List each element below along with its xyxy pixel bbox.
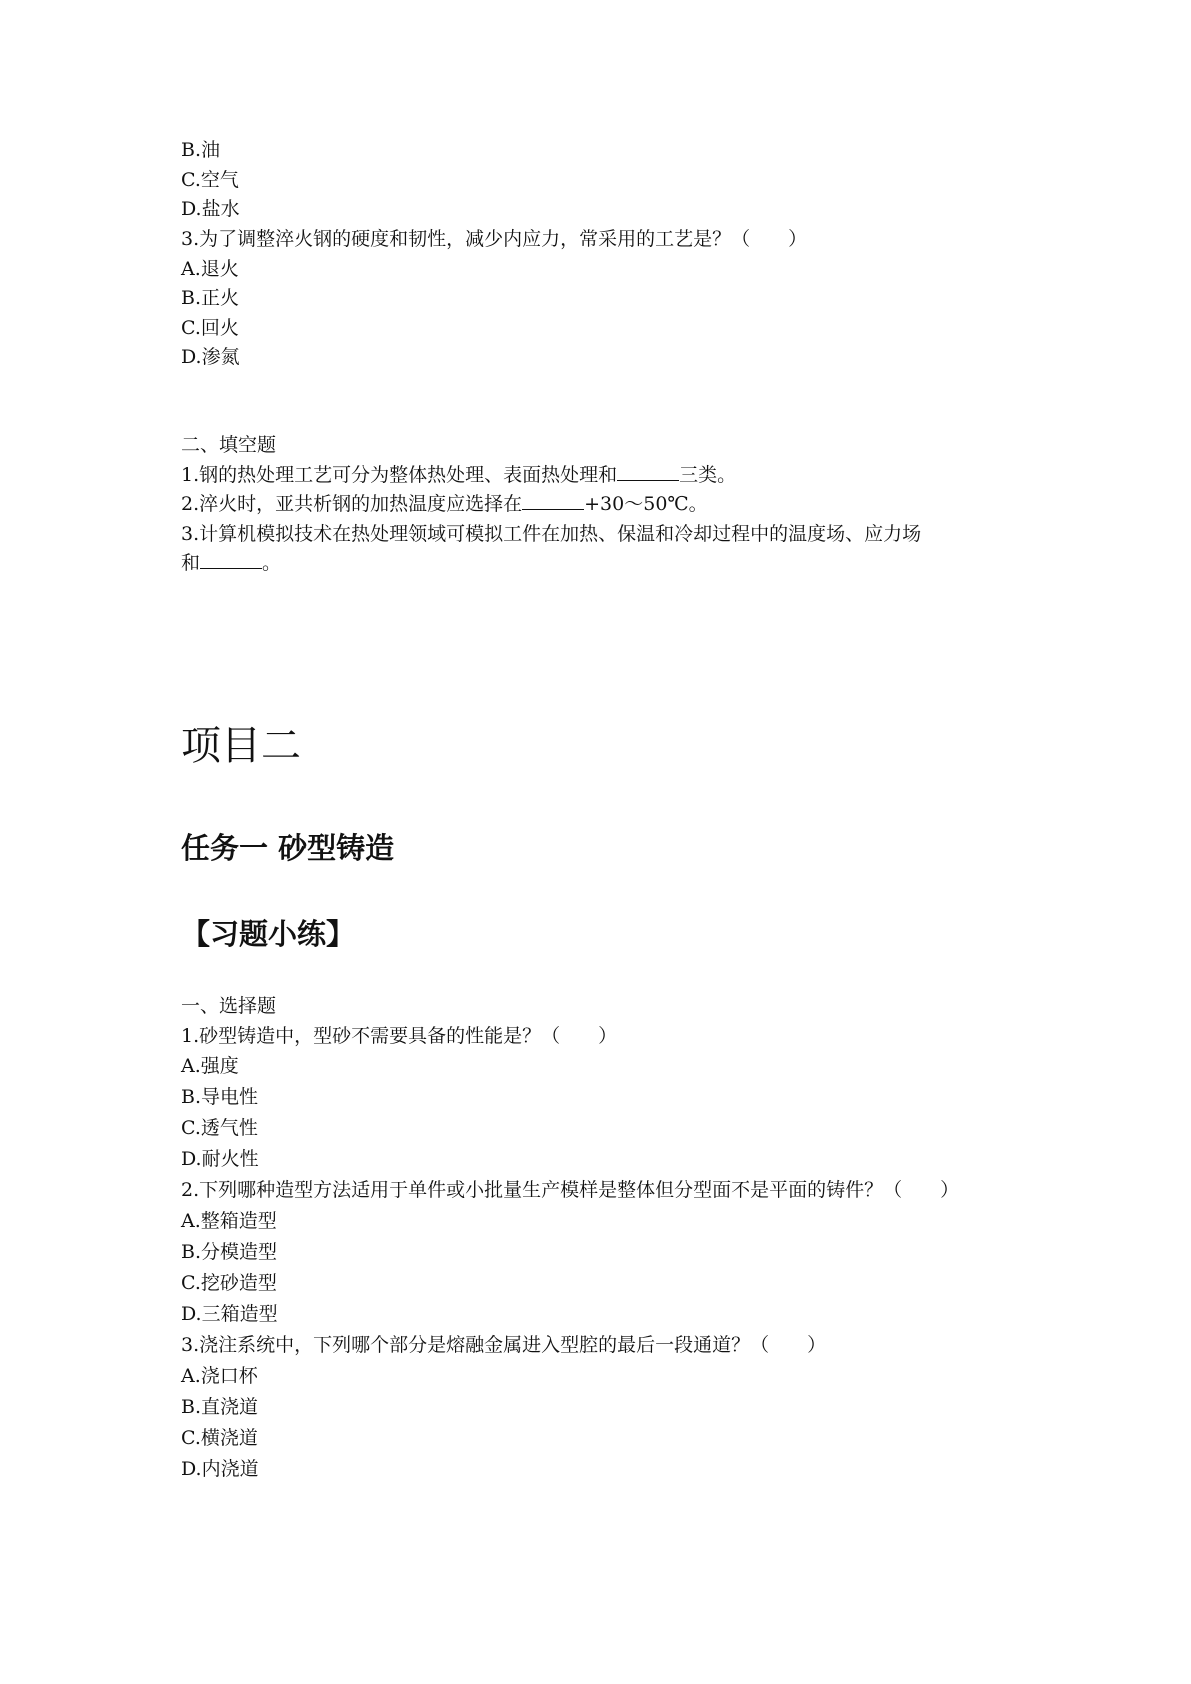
- question-text: 3.浇注系统中，下列哪个部分是熔融金属进入型腔的最后一段通道？（ ）: [181, 1334, 827, 1356]
- option-b: B.导电性: [181, 1086, 259, 1108]
- option-b: B.正火: [181, 287, 240, 309]
- option-c: C.回火: [181, 317, 239, 339]
- answer-blank: [522, 491, 584, 510]
- option-c: C.横浇道: [181, 1427, 258, 1449]
- project-title: 项目二: [181, 723, 301, 769]
- fill-question: [181, 491, 708, 517]
- option-d: D.渗氮: [181, 346, 240, 368]
- option-b: B.直浇道: [181, 1396, 259, 1418]
- option-c: C.透气性: [181, 1117, 258, 1139]
- answer-blank: [617, 462, 679, 481]
- option-d: D.耐火性: [181, 1148, 259, 1170]
- option-d: D.三箱造型: [181, 1303, 278, 1325]
- task-title: 任务一 砂型铸造: [181, 831, 395, 865]
- option-c: C.空气: [181, 169, 239, 191]
- option-b: B.分模造型: [181, 1241, 278, 1263]
- fill-question: [181, 462, 736, 488]
- section-heading: 二、填空题: [181, 434, 277, 456]
- option-a: A.强度: [181, 1055, 239, 1077]
- fill-question-text: 2.淬火时，亚共析钢的加热温度应选择在: [181, 493, 523, 515]
- option-d: D.内浇道: [181, 1458, 259, 1480]
- question-text: 1.砂型铸造中，型砂不需要具备的性能是？（ ）: [181, 1025, 618, 1047]
- question-text: 2.下列哪种造型方法适用于单件或小批量生产模样是整体但分型面不是平面的铸件？（ ）: [181, 1179, 960, 1201]
- section-heading: 一、选择题: [181, 995, 277, 1017]
- option-a: A.退火: [181, 258, 239, 280]
- option-a: A.浇口杯: [181, 1365, 258, 1387]
- fill-question-text: +30～50℃。: [584, 493, 708, 515]
- exercise-title: 【习题小练】: [181, 917, 356, 951]
- answer-blank: [200, 550, 262, 569]
- fill-question-text: 三类。: [679, 464, 737, 486]
- question-text: 3.为了调整淬火钢的硬度和韧性，减少内应力，常采用的工艺是？（ ）: [181, 228, 808, 250]
- option-d: D.盐水: [181, 198, 240, 220]
- fill-question-text: 和: [181, 552, 201, 574]
- fill-question-text: 。: [262, 552, 282, 574]
- option-b: B.油: [181, 139, 221, 161]
- fill-question: 3.计算机模拟技术在热处理领域可模拟工件在加热、保温和冷却过程中的温度场、应力场: [181, 523, 922, 545]
- document-page: [181, 0, 1041, 1684]
- fill-question-text: 1.钢的热处理工艺可分为整体热处理、表面热处理和: [181, 464, 618, 486]
- option-a: A.整箱造型: [181, 1210, 277, 1232]
- option-c: C.挖砂造型: [181, 1272, 277, 1294]
- fill-question: [181, 550, 281, 576]
